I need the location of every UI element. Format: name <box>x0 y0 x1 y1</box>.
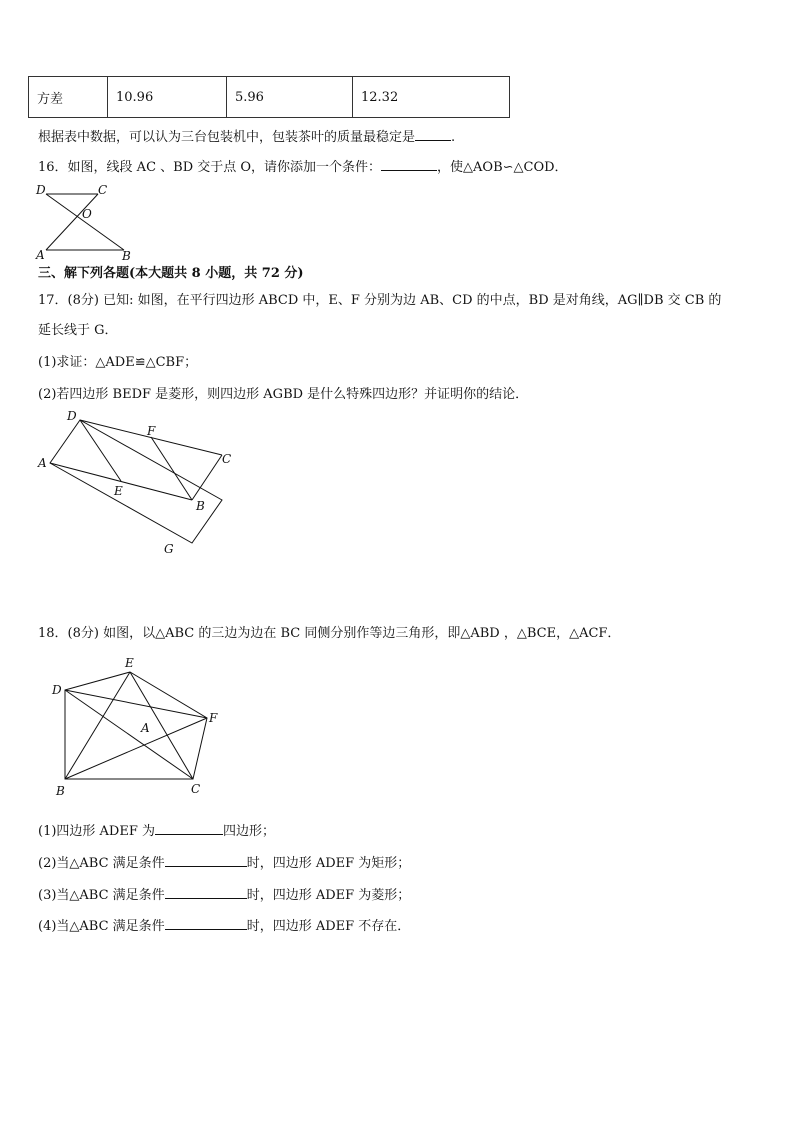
label-b: B <box>196 499 205 513</box>
label-f: F <box>209 711 218 725</box>
q18-line-1: 18．(8分) 如图，以△ABC 的三边为边在 BC 同侧分别作等边三角形，即△ABD ，△BCE，△ACF． <box>38 626 621 641</box>
q18-part-1-a: (1)四边形 ADEF 为 <box>38 824 156 839</box>
q18-part-1 <box>38 822 275 841</box>
q17-line-2: 延长线于 G． <box>38 323 118 338</box>
label-b: B <box>122 249 131 263</box>
segment-de <box>80 420 121 481</box>
segment-cb <box>192 455 222 500</box>
label-a: A <box>38 456 47 470</box>
q18-figure <box>45 652 235 802</box>
label-b: B <box>56 784 65 798</box>
segment-ec <box>130 672 193 779</box>
table-cell: 12.32 <box>353 77 510 118</box>
q16-figure <box>30 182 140 262</box>
question-16 <box>38 158 568 177</box>
segment-ca <box>46 194 98 250</box>
label-c: C <box>191 782 201 796</box>
q15-end: . <box>451 130 456 145</box>
table-cell: 5.96 <box>227 77 353 118</box>
label-a: A <box>141 721 150 735</box>
segment-df <box>65 690 207 718</box>
q17-part-2: (2)若四边形 BEDF 是菱形，则四边形 AGBD 是什么特殊四边形？并证明你的结论． <box>38 387 529 402</box>
label-e: E <box>114 484 123 498</box>
q18-part-4-b: 时，四边形 ADEF 不存在． <box>246 919 411 934</box>
label-d: D <box>67 409 77 423</box>
q18-part-3 <box>38 886 410 905</box>
variance-table <box>28 76 510 118</box>
polygon-agbd <box>50 420 222 543</box>
label-c: C <box>222 452 232 466</box>
label-g: G <box>164 542 174 556</box>
table-cell: 10.96 <box>108 77 227 118</box>
segment-dc <box>65 690 193 779</box>
answer-blank <box>165 917 247 930</box>
label-d: D <box>52 683 62 697</box>
q18-part-2 <box>38 854 410 873</box>
q16-text-a: 16．如图，线段 AC 、BD 交于点 O，请你添加一个条件： <box>38 160 382 175</box>
label-c: C <box>98 183 108 197</box>
label-f: F <box>147 424 156 438</box>
label-e: E <box>125 656 134 670</box>
label-d: D <box>36 183 46 197</box>
label-o: O <box>82 207 92 221</box>
table-row-label: 方差 <box>29 77 108 118</box>
q17-part-1: (1)求证：△ADE≌△CBF； <box>38 355 198 370</box>
segment-db <box>46 194 124 250</box>
table-row <box>29 77 510 118</box>
q18-part-4-a: (4)当△ABC 满足条件 <box>38 919 165 934</box>
segment-bf <box>65 718 207 779</box>
q18-part-3-b: 时，四边形 ADEF 为菱形； <box>246 888 411 903</box>
answer-blank <box>155 822 223 835</box>
answer-blank <box>165 854 247 867</box>
q18-part-2-b: 时，四边形 ADEF 为矩形； <box>246 856 411 871</box>
q15-conclusion <box>38 128 455 147</box>
q16-text-b: ，使△AOB∽△COD． <box>437 160 568 175</box>
answer-blank <box>415 128 451 141</box>
q17-figure <box>30 405 250 565</box>
outline-dbcfe <box>65 672 207 779</box>
q18-part-3-a: (3)当△ABC 满足条件 <box>38 888 165 903</box>
q18-part-1-b: 四边形； <box>223 824 276 839</box>
label-a: A <box>36 248 45 262</box>
q17-line-1: 17．(8分) 已知: 如图，在平行四边形 ABCD 中，E、F 分别为边 AB、CD 的中点，BD 是对角线，AG∥DB 交 CB 的 <box>38 293 722 308</box>
q15-text: 根据表中数据，可以认为三台包装机中，包装茶叶的质量最稳定是 <box>38 130 416 145</box>
q18-part-4 <box>38 917 410 936</box>
answer-blank <box>165 886 247 899</box>
q18-part-2-a: (2)当△ABC 满足条件 <box>38 856 165 871</box>
segment-eb <box>65 672 130 779</box>
section-3-title: 三、解下列各题(本大题共 8 小题，共 72 分) <box>38 266 304 281</box>
answer-blank <box>381 158 437 171</box>
